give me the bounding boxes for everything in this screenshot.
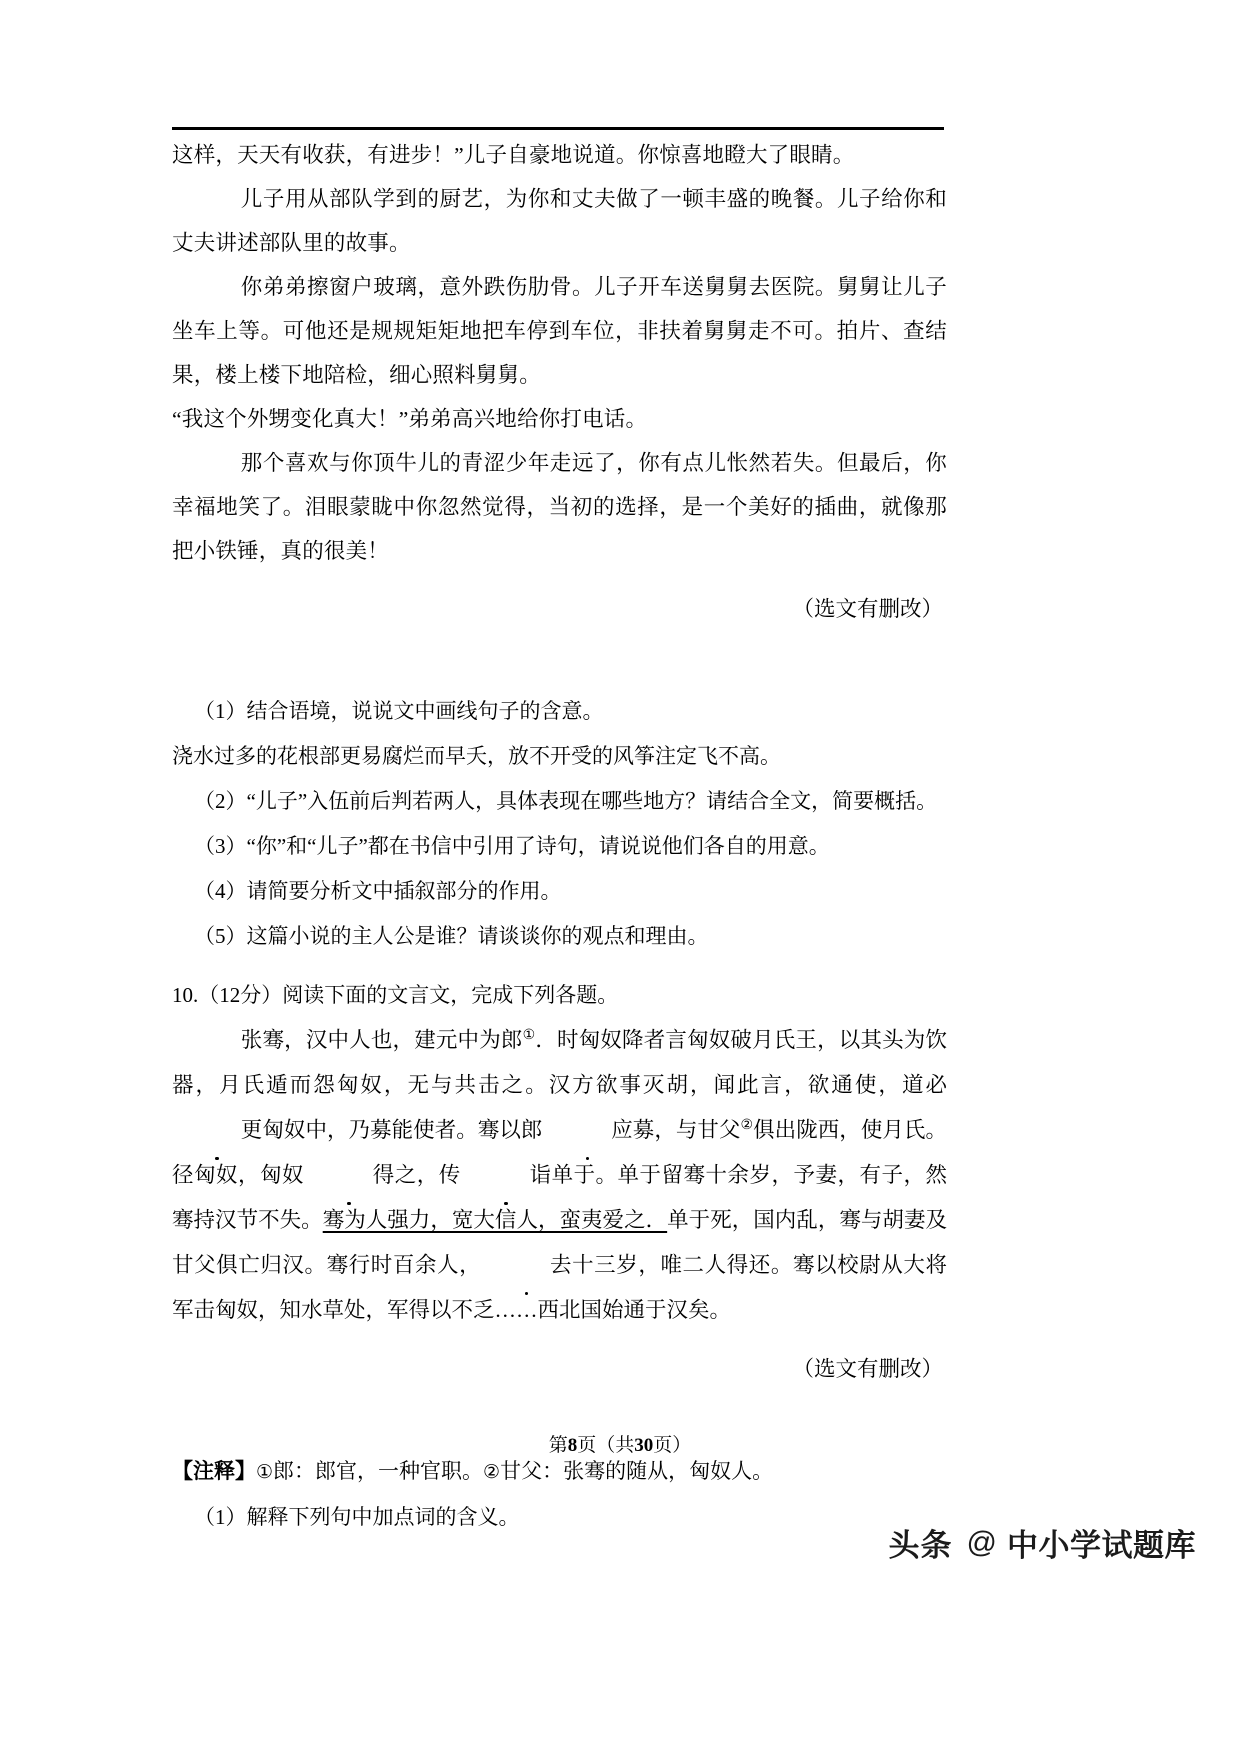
question-3-label: （3）“你”和“儿子”都在书信中引用了诗句，请说说他们各自的用意。 (194, 834, 830, 858)
spacer (172, 631, 947, 689)
passage-paragraph-1: 这样，天天有收获，有进步！”儿子自豪地说道。你惊喜地瞪大了眼睛。 (172, 143, 855, 167)
note-marker-2: ② (740, 1117, 754, 1133)
emphasis-dot-char-2: 应 (542, 1108, 632, 1153)
question-4-label: （4）请简要分析文中插叙部分的作用。 (194, 879, 562, 903)
footer-suffix: 页） (653, 1435, 692, 1456)
classical-attribution: （选文有删改） (792, 1357, 943, 1381)
classical-seg-3: 匈奴中，乃募能使者。骞以郎 (262, 1118, 543, 1142)
watermark-at-symbol: @ (966, 1525, 997, 1559)
page-content (172, 133, 947, 1540)
passage-paragraph-2: 儿子用从部队学到的厨艺，为你和丈夫做了一顿丰盛的晚餐。儿子给你和丈夫讲述部队里的故事。 (172, 187, 947, 255)
spacer (172, 573, 947, 587)
classical-seg-6: 之，传 (394, 1163, 461, 1187)
classical-seg-4: 募，与甘父 (632, 1118, 741, 1142)
classical-underlined-sentence: 骞为人强力，宽大信人，蛮夷爱之． (322, 1208, 668, 1232)
emphasis-dot-char-4: 诣 (461, 1153, 551, 1198)
passage-paragraph-5: 那个喜欢与你顶牛儿的青涩少年走远了，你有点儿怅然若失。但最后，你幸福地笑了。泪眼蒙眬中你忽然觉得，当初的选择，是一个美好的插曲，就像那把小铁锤，真的很美！ (172, 451, 947, 563)
spacer (172, 959, 947, 973)
question-5-label: （5）这篇小说的主人公是谁？请谈谈你的观点和理由。 (194, 924, 709, 948)
watermark (889, 1520, 1196, 1565)
passage-1-attribution: （选文有删改） (792, 597, 943, 621)
question-1-quote: 浇水过多的花根部更易腐烂而早夭，放不开受的风筝注定飞不高。 (172, 744, 781, 768)
classical-seg-8: 单于死，国内乱，骞与胡妻及甘父俱亡归汉。骞行时百余人， (172, 1208, 947, 1277)
watermark-brand: 头条 (888, 1528, 953, 1563)
spacer (172, 1333, 947, 1347)
footer-prefix: 第 (548, 1435, 568, 1456)
classical-seg-5: 俱出陇西，使月氏。径匈奴，匈奴 (172, 1118, 947, 1187)
classical-seg-1: 张骞，汉中人也，建元中为郎 (240, 1028, 523, 1052)
header-rule (172, 127, 944, 130)
footer-total-pages: 30 (634, 1435, 654, 1456)
classical-seg-2: ．时匈奴降者言匈奴破月氏王，以其头为饮器，月氏遁而怨匈奴，无与共击之。汉方欲事灭胡，闻此言，欲通使，道必 (172, 1028, 947, 1097)
question-1-label: （1）结合语境，说说文中画线句子的含意。 (194, 699, 604, 723)
note-text-1: 郎：郎官，一种官职。 (273, 1459, 484, 1483)
footer-middle: 页（共 (577, 1435, 635, 1456)
emphasis-dot-char-3: 得 (304, 1153, 394, 1198)
classical-seg-7: 单于。单于留骞十余岁，予妻，有子，然骞持汉节不失。 (172, 1163, 947, 1232)
notes-label: 【注释】 (172, 1459, 256, 1483)
note-text-2: 甘父：张骞的随从，匈奴人。 (500, 1459, 774, 1483)
page-footer (0, 1430, 1240, 1457)
note-circled-2: ② (483, 1462, 501, 1483)
watermark-account: 中小学试题库 (1007, 1528, 1196, 1563)
question-2-label: （2）“儿子”入伍前后判若两人，具体表现在哪些地方？请结合全文，简要概括。 (194, 789, 938, 813)
footer-page-number: 8 (567, 1435, 578, 1456)
note-circled-1: ① (256, 1462, 274, 1483)
passage-paragraph-4: “我这个外甥变化真大！”弟弟高兴地给你打电话。 (172, 407, 648, 431)
question-10-sub-1: （1）解释下列句中加点词的含义。 (194, 1505, 520, 1529)
classical-seg-9: 十三岁，唯二人得还。骞以校尉从大将军击匈奴，知水草处，军得以不乏……西北国始通于汉矣。 (172, 1253, 947, 1322)
note-marker-1: ① (522, 1027, 536, 1043)
question-10-stem: 10.（12分）阅读下面的文言文，完成下列各题。 (172, 983, 619, 1007)
emphasis-dot-char-1: 更 (172, 1108, 262, 1153)
emphasis-dot-char-5: 去 (481, 1243, 571, 1288)
passage-paragraph-3: 你弟弟擦窗户玻璃，意外跌伤肋骨。儿子开车送舅舅去医院。舅舅让儿子坐车上等。可他还是规规矩矩地把车停到车位，非扶着舅舅走不可。拍片、查结果，楼上楼下地陪检，细心照料舅舅。 (172, 275, 947, 387)
classical-passage (172, 1018, 947, 1333)
